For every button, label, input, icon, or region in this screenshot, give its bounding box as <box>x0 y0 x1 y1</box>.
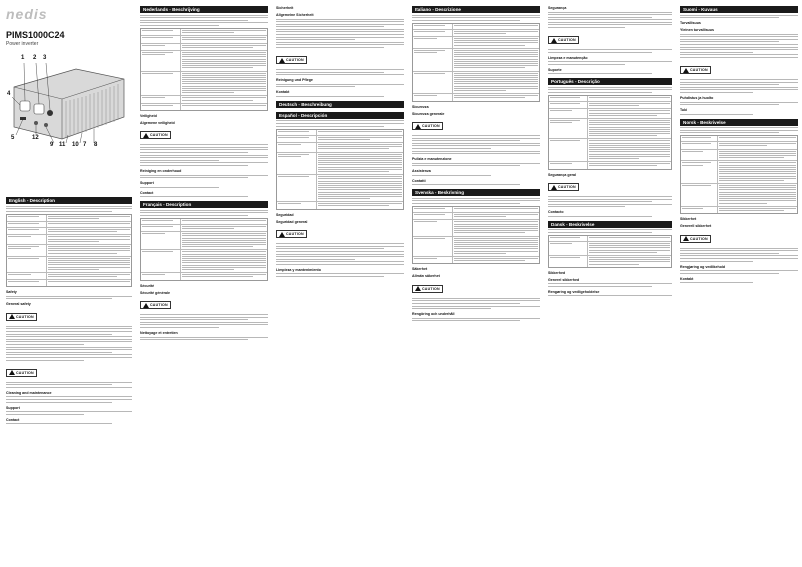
warning-icon <box>279 232 285 237</box>
caution-badge: CAUTION <box>548 36 579 44</box>
callout-10: 10 <box>72 142 79 148</box>
product-illustration <box>6 57 132 149</box>
column-italian-swedish <box>412 6 540 561</box>
sub-heading: Tuki <box>680 108 688 113</box>
callout-5: 5 <box>11 135 15 141</box>
caution-badge: CAUTION <box>680 235 711 243</box>
column-finnish-norwegian <box>680 6 798 561</box>
sub-heading: Kontakt <box>680 276 694 281</box>
warning-icon <box>9 314 15 319</box>
sub-heading: Nettoyage et entretien <box>140 331 178 335</box>
spec-table <box>140 218 268 281</box>
sub-heading: Rengøring og vedligeholdelse <box>548 289 600 294</box>
sub-heading: Rengjøring og vedlikehold <box>680 264 726 269</box>
callout-7: 7 <box>83 142 87 148</box>
caution-badge: CAUTION <box>680 66 711 74</box>
callout-4: 4 <box>7 91 11 97</box>
sub-heading: Allgemeine Sicherheit <box>276 13 314 17</box>
warning-icon <box>415 124 421 129</box>
column-english <box>6 6 132 561</box>
sub-heading: Generell sikkerhet <box>680 224 712 229</box>
brand-logo: nedis <box>6 6 48 22</box>
sub-heading: Contact <box>6 417 20 422</box>
sub-heading: Seguridad <box>276 212 294 217</box>
sub-heading: Sikkerhet <box>680 217 697 222</box>
caution-badge: CAUTION <box>276 56 307 64</box>
sub-heading: Kontakt <box>276 90 290 95</box>
sub-heading: Seguridad general <box>276 219 308 224</box>
caution-badge: CAUTION <box>548 183 579 191</box>
warning-icon <box>683 236 689 241</box>
sub-heading: Contatti <box>412 178 426 183</box>
sub-heading: Segurança <box>548 6 567 10</box>
sub-heading: Assistenza <box>412 169 431 174</box>
sub-heading: Reiniging en onderhoud <box>140 169 182 173</box>
warning-icon <box>279 58 285 63</box>
callout-3: 3 <box>43 55 47 61</box>
sub-heading: Pulizia e manutenzione <box>412 157 452 162</box>
sub-heading: Contacto <box>548 210 564 215</box>
product-subtitle: Power inverter <box>6 41 39 47</box>
sub-heading: Support <box>140 181 154 186</box>
column-dutch-french <box>140 6 268 561</box>
spec-table <box>412 206 540 264</box>
section-heading: Svenska - Beskrivning <box>412 189 540 196</box>
sub-heading: General safety <box>6 302 31 307</box>
callout-1: 1 <box>21 55 25 61</box>
warning-icon <box>9 370 15 375</box>
warning-icon <box>551 185 557 190</box>
column-german-spanish <box>276 6 404 561</box>
callout-2: 2 <box>33 55 37 61</box>
caution-badge: CAUTION <box>276 230 307 238</box>
sub-heading: Turvallisuus <box>680 21 701 26</box>
sub-heading: Generel sikkerhed <box>548 277 580 282</box>
sub-heading: Sicurezza <box>412 104 429 109</box>
section-heading: Português - Descrição <box>548 78 672 85</box>
caution-badge: CAUTION <box>412 285 443 293</box>
sub-heading: Contact <box>140 190 154 195</box>
inverter-drawing <box>6 57 132 149</box>
sub-heading: Allmän säkerhet <box>412 274 440 279</box>
spec-table <box>548 235 672 268</box>
caution-badge: CAUTION <box>140 131 171 139</box>
callout-12: 12 <box>32 135 39 141</box>
section-heading: Italiano - Descrizione <box>412 6 540 13</box>
section-heading: Nederlands - Beschrijving <box>140 6 268 13</box>
spec-table <box>412 23 540 102</box>
sub-heading: Sécurité générale <box>140 290 170 295</box>
caution-badge: CAUTION <box>6 369 37 377</box>
sub-heading: Puhdistus ja huolto <box>680 96 714 100</box>
sub-heading: Algemene veiligheid <box>140 120 175 125</box>
caution-badge: CAUTION <box>412 122 443 130</box>
sub-heading: Veiligheid <box>140 113 157 118</box>
sub-heading: Suporte <box>548 67 562 72</box>
warning-icon <box>143 133 149 138</box>
product-model: PIMS1000C24 <box>6 30 65 40</box>
section-heading: Deutsch - Beschreibung <box>276 101 404 108</box>
callout-11: 11 <box>59 142 66 148</box>
warning-icon <box>415 286 421 291</box>
sub-heading: Segurança geral <box>548 172 576 177</box>
sub-heading: Säkerhet <box>412 267 428 272</box>
spec-table <box>140 28 268 111</box>
sub-heading: Cleaning and maintenance <box>6 390 52 395</box>
spec-table <box>548 95 672 170</box>
sub-heading: Sécurité <box>140 283 155 288</box>
callout-8: 8 <box>94 142 98 148</box>
sub-heading: Support <box>6 405 20 410</box>
section-heading: Dansk - Beskrivelse <box>548 221 672 228</box>
section-heading: Suomi - Kuvaus <box>680 6 798 13</box>
sub-heading: Limpieza y mantenimiento <box>276 267 321 272</box>
callout-9: 9 <box>50 142 54 148</box>
column-portuguese-danish <box>548 6 672 561</box>
sub-heading: Sicherheit <box>276 6 294 10</box>
sub-heading: Yleinen turvallisuus <box>680 28 714 33</box>
section-heading: Norsk - Beskrivelse <box>680 119 798 126</box>
section-heading: English - Description <box>6 197 132 204</box>
spec-table <box>276 129 404 210</box>
sub-heading: Limpeza e manutenção <box>548 55 588 60</box>
spec-table <box>6 214 132 288</box>
warning-icon <box>683 68 689 73</box>
warning-icon <box>143 303 149 308</box>
sub-heading: Sicurezza generale <box>412 111 445 116</box>
sub-heading: Rengöring och underhåll <box>412 312 455 317</box>
section-heading: Français - Description <box>140 201 268 208</box>
caution-badge: CAUTION <box>6 313 37 321</box>
section-heading: Español - Descripción <box>276 112 404 119</box>
warning-icon <box>551 38 557 43</box>
caution-badge: CAUTION <box>140 301 171 309</box>
sub-heading: Reinigung und Pflege <box>276 78 313 83</box>
sub-heading: Safety <box>6 290 17 295</box>
spec-table <box>680 135 798 214</box>
sub-heading: Sikkerhed <box>548 270 566 275</box>
